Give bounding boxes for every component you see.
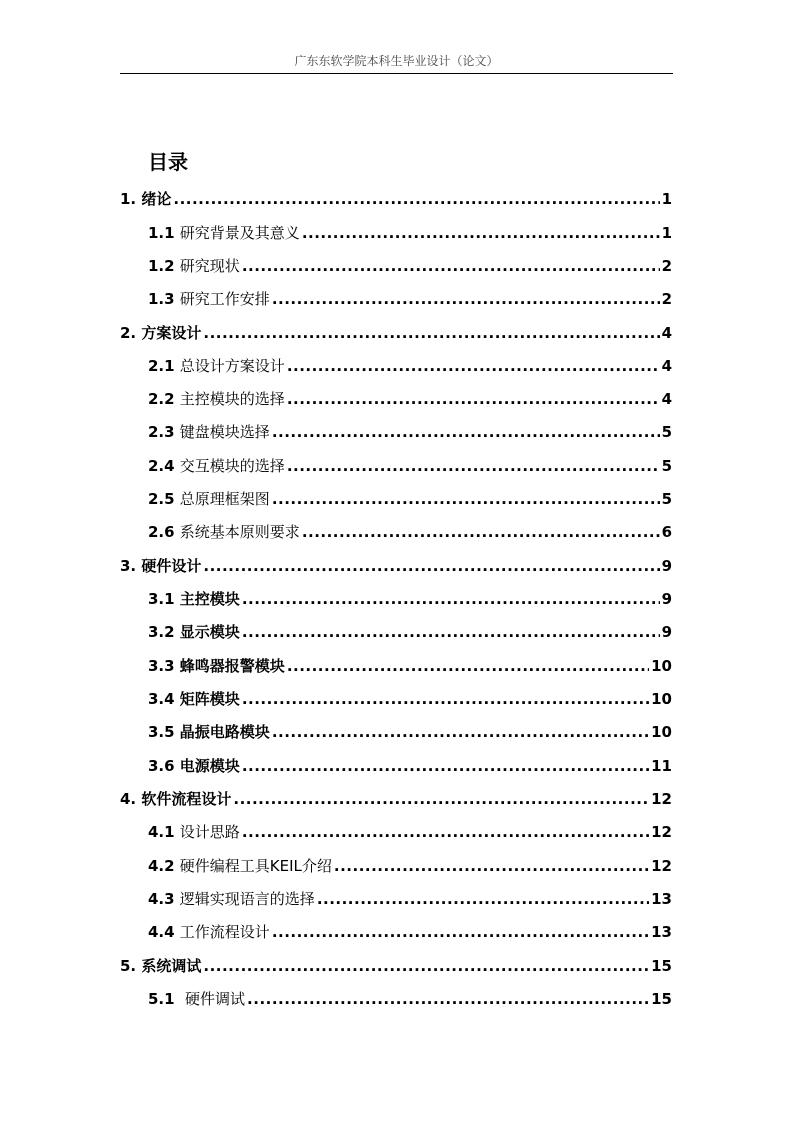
toc-entry-1[interactable]: [120, 183, 672, 216]
toc-entry-4-4[interactable]: [148, 916, 672, 949]
toc-entry-page: 6: [661, 523, 672, 541]
toc-entry-text: 研究现状: [179, 257, 240, 275]
toc-entry-3[interactable]: [120, 550, 672, 583]
toc-entry-3-3[interactable]: [148, 650, 672, 683]
toc-entry-number: 4.1: [148, 823, 180, 841]
toc-entry-1-3[interactable]: [148, 283, 672, 316]
toc-entry-page: 10: [651, 657, 672, 675]
toc-entry-text: 硬件编程工具KEIL介绍: [179, 857, 332, 875]
header-rule: [120, 73, 673, 74]
dot-leader: [173, 183, 659, 216]
toc-entry-4[interactable]: [120, 783, 672, 816]
toc-entry-text: 显示模块: [179, 623, 240, 641]
toc-entry-2-2[interactable]: [148, 383, 672, 416]
toc-entry-1-2[interactable]: [148, 250, 672, 283]
toc-entry-number: 4.: [120, 790, 142, 808]
toc-entry-text: 软件流程设计: [141, 790, 232, 808]
dot-leader: [272, 416, 660, 449]
toc-entry-page: 9: [661, 623, 672, 641]
toc-entry-page: 5: [661, 490, 672, 508]
dot-leader: [272, 283, 660, 316]
toc-entry-text: 总原理框架图: [179, 490, 270, 508]
toc-entry-number: 3.1: [148, 590, 180, 608]
dot-leader: [242, 683, 649, 716]
dot-leader: [242, 750, 649, 783]
toc-entry-2-3[interactable]: [148, 416, 672, 449]
toc-entry-5-1[interactable]: [148, 983, 672, 1016]
toc-entry-text: 总设计方案设计: [179, 357, 285, 375]
toc-entry-number: 3.4: [148, 690, 180, 708]
toc-entry-3-5[interactable]: [148, 716, 672, 749]
page-header: 广东东软学院本科生毕业设计（论文）: [294, 54, 499, 68]
toc-entry-number: 4.4: [148, 923, 180, 941]
dot-leader: [242, 616, 660, 649]
toc-entry-page: 13: [651, 923, 672, 941]
toc-entry-page: 11: [651, 757, 672, 775]
toc-entry-number: 3.2: [148, 623, 180, 641]
toc-entry-4-2[interactable]: [148, 850, 672, 883]
toc-entry-number: 3.6: [148, 757, 180, 775]
toc-entry-2-5[interactable]: [148, 483, 672, 516]
toc-entry-text: 主控模块的选择: [179, 390, 285, 408]
toc-entry-text: 硬件调试: [185, 990, 246, 1008]
toc-entry-text: 蜂鸣器报警模块: [179, 657, 285, 675]
toc-entry-1-1[interactable]: [148, 217, 672, 250]
toc-entry-page: 12: [651, 823, 672, 841]
toc-entry-page: 4: [661, 357, 672, 375]
toc-entry-text: 研究工作安排: [179, 290, 270, 308]
toc-entry-number: 4.3: [148, 890, 180, 908]
dot-leader: [287, 650, 649, 683]
dot-leader: [203, 317, 659, 350]
toc-entry-page: 1: [661, 190, 672, 208]
toc-entry-3-6[interactable]: [148, 750, 672, 783]
toc-entry-number: 3.5: [148, 723, 180, 741]
toc-entry-page: 2: [661, 290, 672, 308]
toc-entry-number: 2.3: [148, 423, 180, 441]
toc-entry-number: 2.: [120, 324, 142, 342]
toc-entry-2-1[interactable]: [148, 350, 672, 383]
toc-entry-3-1[interactable]: [148, 583, 672, 616]
toc-entry-page: 10: [651, 723, 672, 741]
dot-leader: [247, 983, 649, 1016]
toc-entry-number: 2.1: [148, 357, 180, 375]
toc-entry-2-4[interactable]: [148, 450, 672, 483]
toc-entry-2[interactable]: [120, 317, 672, 350]
toc-entry-4-1[interactable]: [148, 816, 672, 849]
toc-entry-text: 主控模块: [179, 590, 240, 608]
toc-entry-text: 系统基本原则要求: [179, 523, 300, 541]
toc-entry-number: 5.1: [148, 990, 186, 1008]
dot-leader: [272, 916, 649, 949]
toc-entry-text: 绪论: [141, 190, 172, 208]
toc-entry-number: 5.: [120, 957, 142, 975]
toc-entry-text: 系统调试: [141, 957, 202, 975]
toc-entry-number: 4.2: [148, 857, 180, 875]
toc-entry-page: 4: [661, 390, 672, 408]
dot-leader: [317, 883, 649, 916]
toc-entry-4-3[interactable]: [148, 883, 672, 916]
dot-leader: [287, 450, 660, 483]
dot-leader: [287, 350, 660, 383]
toc-entry-text: 方案设计: [141, 324, 202, 342]
toc-entry-text: 晶振电路模块: [179, 723, 270, 741]
dot-leader: [203, 950, 649, 983]
dot-leader: [272, 483, 660, 516]
dot-leader: [242, 250, 660, 283]
dot-leader: [233, 783, 649, 816]
toc-entry-text: 逻辑实现语言的选择: [179, 890, 315, 908]
toc-entry-text: 交互模块的选择: [179, 457, 285, 475]
dot-leader: [302, 516, 660, 549]
toc-entry-number: 1.1: [148, 224, 180, 242]
dot-leader: [242, 583, 660, 616]
toc-entry-text: 工作流程设计: [179, 923, 270, 941]
toc-entry-text: 矩阵模块: [179, 690, 240, 708]
toc-entry-number: 3.: [120, 557, 142, 575]
toc-entry-text: 键盘模块选择: [179, 423, 270, 441]
dot-leader: [203, 550, 659, 583]
toc-entry-page: 4: [661, 324, 672, 342]
toc-entry-text: 电源模块: [179, 757, 240, 775]
toc-entry-2-6[interactable]: [148, 516, 672, 549]
toc-entry-page: 15: [651, 957, 672, 975]
toc-entry-number: 2.6: [148, 523, 180, 541]
toc-entry-5[interactable]: [120, 950, 672, 983]
toc-entry-page: 15: [651, 990, 672, 1008]
toc-entry-page: 12: [651, 790, 672, 808]
toc-entry-page: 9: [661, 557, 672, 575]
toc-entry-number: 3.3: [148, 657, 180, 675]
toc-entry-number: 2.2: [148, 390, 180, 408]
toc-entry-page: 9: [661, 590, 672, 608]
toc-entry-text: 硬件设计: [141, 557, 202, 575]
toc-entry-text: 研究背景及其意义: [179, 224, 300, 242]
toc-entry-page: 10: [651, 690, 672, 708]
toc-title: 目录: [148, 150, 188, 174]
toc-entry-number: 1.3: [148, 290, 180, 308]
toc-entry-number: 1.2: [148, 257, 180, 275]
toc-entry-text: 设计思路: [179, 823, 240, 841]
toc-entry-page: 5: [661, 457, 672, 475]
dot-leader: [242, 816, 649, 849]
toc-entry-number: 2.5: [148, 490, 180, 508]
dot-leader: [287, 383, 660, 416]
toc-entry-3-2[interactable]: [148, 616, 672, 649]
toc-entry-page: 1: [661, 224, 672, 242]
toc-entry-page: 13: [651, 890, 672, 908]
toc-entry-3-4[interactable]: [148, 683, 672, 716]
toc-entry-page: 2: [661, 257, 672, 275]
toc-entry-number: 1.: [120, 190, 142, 208]
toc-entry-number: 2.4: [148, 457, 180, 475]
toc-entry-page: 12: [651, 857, 672, 875]
toc-entry-page: 5: [661, 423, 672, 441]
dot-leader: [272, 716, 649, 749]
dot-leader: [334, 850, 649, 883]
dot-leader: [302, 217, 660, 250]
